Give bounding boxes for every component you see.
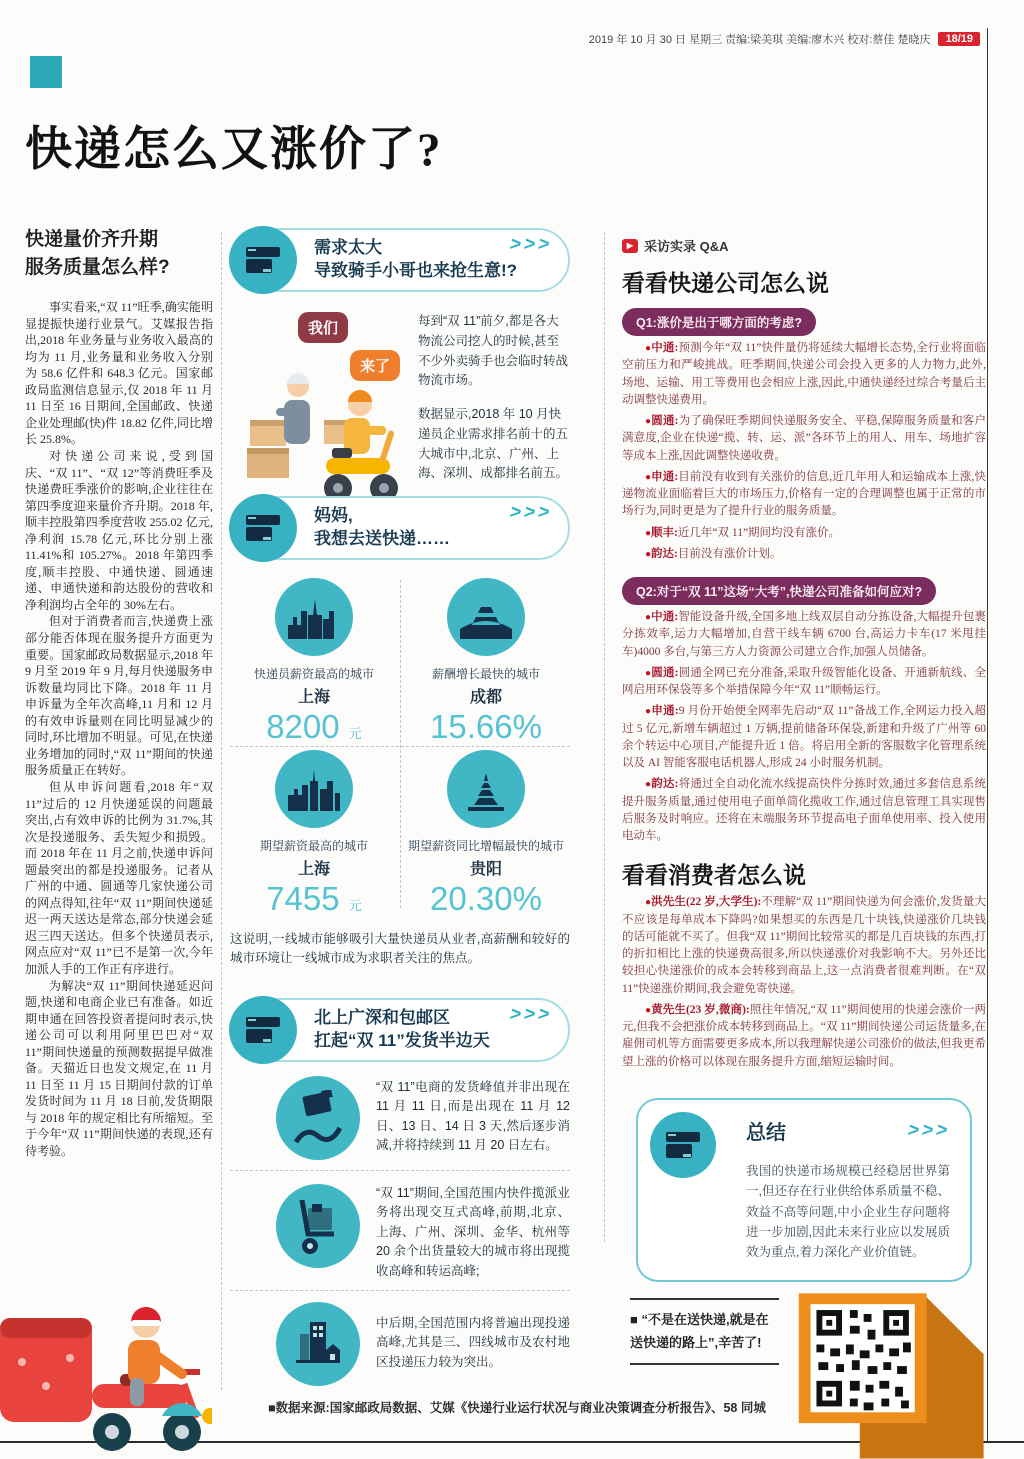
speech-bubble-we: 我们 [298, 312, 348, 343]
page-title: 快递怎么又涨价了? [25, 124, 443, 176]
stat-fastest-salary-growth-city: 薪酬增长最快的城市 成都 15.66% [402, 578, 570, 746]
bullet-icon: ● [645, 706, 652, 718]
column-divider-right [604, 232, 605, 1242]
chevrons-icon: >>> [507, 502, 555, 523]
article-paragraph: 对快递公司来说,受到国庆、“双 11”、“双 12”等消费旺季及快递费旺季涨价的影响,企业往往在第四季度迎来量价齐升期。2018 年,顺丰控股第四季度营收 255.02 亿元,净利润 15.78 亿元,环比分别上涨 11.41%和 105.27%。2018 年第四季度,顺丰控股、中通快递、圆通速递、申通快递和韵达股份的营收和净利润均占全年的 30%左右。 [25, 449, 213, 612]
items-divider [230, 1290, 570, 1291]
express-card-icon [650, 1112, 716, 1178]
article-paragraph: 但对于消费者而言,快递费上涨部分能否体现在服务提升方面更为重要。国家邮政局数据显示,2018 年 9 月至 2019 年 9 月,每月快递服务申诉数量均同比下降。2018 年 11 月申诉量为全年次高峰,11 月和 12 月的有效申诉量则在同比明显减少的同时,环比增加不明显。可见,在快递业务增加的同时,“双 11”期间的快递服务质量正在转好。 [25, 614, 213, 778]
infographic-column: 需求太大 导致骑手小哥也来抢生意!? >>> 我们 来了 每到“双 11”前夕,都是各大物流公司挖人的时候,甚至不少外卖骑手也会临时转战物流市场。 数据显示,2018 年 10 月快递员企业需求排名前十的五大城市中,北京、广州、上海、深圳、成都排名前五。 妈妈, 我想去送快递…… >>> 快递员薪资最高的城市 上海 8200 元 薪酬增长最快的城市 成都 15.66% 期望薪资最高的城市 上海 7455 元 期望薪资同比增幅最快的城市 贵阳 20.30% 这说明,一线城市能够吸引大量快递员从业者,高薪酬和较好的城市环境让一线城市成为求职者关注的焦点。 北上广深和包邮区 扛起“双 11”发货半边天 >>> “双 11”电商的发货峰值并非出现在 11 月 11 日,而是出现在 11 月 12 日、13 日、14 日 3 天,然后逐步消减,并将持续到 11 月 20 日左右。 “双 11”期间,全国范围内快件揽派业务将出现交互式高峰,前期,北京、上海、广州、深圳、金华、杭州等 20 余个出货量较大的城市将出现揽收高峰和转运高峰; 中后期,全国范围内将普遍出现投递高峰,尤其是三、四线城市及农村地区投递压力较为突出。 [230, 228, 572, 1398]
square-icon: ■ [630, 1312, 638, 1327]
city-skyline-icon [275, 578, 353, 656]
section-title: 北上广深和包邮区 扛起“双 11”发货半边天 [314, 1008, 490, 1050]
column-divider-left [221, 232, 222, 1390]
bridge-pavilion-icon [447, 578, 525, 656]
dateline [589, 31, 980, 47]
qr-block [630, 1284, 986, 1459]
bullet-icon: ● [645, 527, 652, 539]
items-divider [230, 1170, 570, 1171]
stat-highest-expected-salary-city: 期望薪资最高的城市 上海 7455 元 [230, 750, 398, 918]
answer: ●申通:9 月份开始便全网率先启动“双 11”备战工作,全网运力投入超过 5 亿元,新增车辆超过 1 万辆,提前储备环保袋,新建和升级了广州等 60 余个转运中心项目,产能提升近 1 倍。将启用全新的客服数字化管理系统以及 AI 智能客服电话机器人,形成 24 小时服务机制。 [622, 705, 986, 769]
answer: ●中通:智能设备升级,全国多地上线双层自动分拣设备,大幅提升包裹分拣效率,运力大幅增加,自营干线车辆 6700 台,高运力卡车(17 米甩挂车)4000 多台,与第三方人力资源公司建立合作,加强人员储备。 [622, 611, 986, 658]
bullet-icon: ● [645, 612, 652, 623]
hand-truck-icon [276, 1184, 360, 1268]
section-title: 妈妈, 我想去送快递…… [314, 506, 450, 548]
answer: ●中通:预测今年“双 11”快件量仍将延续大幅增长态势,全行业将面临空前压力和严峻挑战。旺季期间,快递公司会投入更多的人力物力,此外,场地、运输、用工等费用也会相应上涨,因此,中通快递经过综合考量后主动调整快递费用。 [622, 342, 987, 406]
answer: ●顺丰:近几年“双 11”期间均没有涨价。 [645, 526, 841, 539]
article-paragraph: 为解决“双 11”期间快递延迟问题,快递和电商企业已有准备。如近期申通在回答投资者提问时表示,快递公司可以利用阿里巴巴对“双 11”期间快递量的预测数据提早做准备。天猫近日也发文规定,在 11 月 11 日至 11 月 15 日期间付款的订单发货时间为 11 月 18 日前,发货期限与 2018 年的规定相比有所缩短。至于今年“双 11”期间快递的表现,还有待考验。 [25, 978, 213, 1158]
express-card-icon [229, 494, 297, 562]
buildings-icon [276, 1302, 360, 1386]
city-skyline-icon [275, 750, 353, 828]
riders-illustration [232, 298, 412, 516]
package-route-icon [276, 1076, 360, 1160]
infographic-header-shipping [230, 998, 570, 1062]
question-2-pill: Q2:对于“双 11”这场“大考”,快递公司准备如何应对? [622, 577, 936, 605]
demand-paragraph-1: 每到“双 11”前夕,都是各大物流公司挖人的时候,甚至不少外卖骑手也会临时转战物流市场。 [418, 314, 569, 388]
pagoda-icon [447, 750, 525, 828]
bullet-icon: ● [645, 471, 652, 483]
summary-box [636, 1098, 972, 1282]
question-1-pill: Q1:涨价是出于哪方面的考虑? [622, 308, 816, 336]
speech-bubble-coming: 来了 [350, 350, 400, 381]
summary-text: 我国的快递市场规模已经稳居世界第一,但还存在行业供给体系质量不稳、效益不高等问题,中小企业生存问题将进一步加剧,因此未来行业应以发展质效为重点,着力深化产业价值链。 [746, 1164, 950, 1259]
dateline-text: 2019 年 10 月 30 日 星期三 责编:梁美琪 美编:廖木兴 校对:蔡佳 楚晓庆 [588, 34, 931, 46]
right-rule [987, 28, 988, 1441]
bullet-icon: ● [645, 343, 652, 354]
demand-text [418, 312, 570, 498]
company-heading: 看看快递公司怎么说 [622, 270, 829, 296]
infographic-header-demand [230, 228, 570, 292]
stats-divider-horizontal [230, 746, 570, 747]
chevrons-icon: >>> [905, 1119, 953, 1141]
corner-logo [30, 56, 62, 88]
bullet-icon: ● [645, 779, 652, 791]
bullet-icon: ● [645, 416, 652, 427]
summary-title-row: 总结 >>> [746, 1119, 953, 1144]
article-paragraph: 事实看来,“双 11”旺季,确实能明显提振快递行业景气。艾媒报告指出,2018 年业务量与业务收入最高的均为 11 月,业务量和业务收入分别为 58.6 亿件和 648.3 亿元。国家邮政局监测信息显示,仅 2018 年 11 月 11 日至 16 日期间,全国邮政、快递企业处理邮(快)件 18.82 亿件,同比增长 25.8%。 [25, 300, 213, 447]
article-subtitle: 快递量价齐升期 服务质量怎么样? [25, 229, 170, 278]
scooter-illustration [0, 1266, 212, 1458]
chevrons-icon: >>> [507, 1004, 555, 1025]
consumer-quote: ●洪先生(22 岁,大学生):不理解“双 11”期间快递为何会涨价,发货量大不应该是每单成本下降吗?如果想买的东西是几十块钱,快递涨价几块钱的话可能就不买了。但我“双 11”期间比较常买的都是几百块钱的东西,打的折扣相比上涨的快递费高很多,所以快递涨价对我影响不大。另外还比较担心快递涨价的成本会转移到商品上,这一点消费者很难判断。在“双 11”快递涨价期间,我会避免寄快递。 [622, 896, 987, 995]
infographic-header-salary [230, 496, 570, 560]
play-icon: ▶ [622, 239, 638, 253]
stat-highest-salary-city: 快递员薪资最高的城市 上海 8200 元 [230, 578, 398, 746]
bullet-icon: ● [645, 548, 652, 560]
express-card-icon [229, 226, 297, 294]
qa-kicker: ▶ 采访实录 Q&A [622, 236, 986, 255]
answer: ●申通:目前没有收到有关涨价的信息,近几年用人和运输成本上涨,快递物流业面临着巨大的市场压力,价格有一定的合理调整也属于正常的市场行为,同时更是为了提升行业的服务质量。 [622, 470, 986, 518]
express-card-icon [229, 996, 297, 1064]
left-article-column [25, 226, 213, 1160]
caption-rule [630, 1298, 779, 1300]
section-title: 需求太大 导致骑手小哥也来抢生意!? [314, 238, 518, 280]
qa-column [622, 236, 987, 1351]
caption-rule [630, 1363, 779, 1365]
answer: ●圆通:为了确保旺季期间快递服务安全、平稳,保障服务质量和客户满意度,企业在快递“揽、转、运、派”各环节上的用人、用车、场地扩容等成本上涨,因此调整快递收费。 [622, 415, 986, 462]
article-paragraph: 但从申诉问题看,2018 年“双 11”过后的 12 月快递延误的问题最突出,占有效申诉的比例为 31.7%,其次是投递服务、丢失短少和损毁。而 2018 年在 11 月之前,快递申诉问题最突出的都是投递服务。记者从广州的中通、圆通等几家快递公司的网点得知,往年“双 11”期间快递延迟一两天送达是常态,部分快递会延迟三四天送达。但多个快递员表示,网点应对“双 11”已不是第一次,今年加派人手的工作正有序进行。 [25, 779, 213, 976]
stats-conclusion: 这说明,一线城市能够吸引大量快递员从业者,高薪酬和较好的城市环境让一线城市成为求职者关注的焦点。 [230, 932, 570, 966]
answer: ●韵达:将通过全自动化流水线提高快件分拣时效,通过多套信息系统提升服务质量,通过使用电子面单简化揽收工作,通过信息管理工具实现售后服务及时响应。还将在末端服务环节提高电子面单使用率、投入使用电动车。 [622, 778, 986, 842]
page-number-badge: 18/19 [938, 32, 980, 46]
bullet-icon: ● [645, 667, 652, 679]
answer: ●韵达:目前没有涨价计划。 [645, 547, 782, 560]
consumer-quote: ●黄先生(23 岁,微商):照往年情况,“双 11”期间使用的快递会涨价一两元,但我不会把涨价成本转移到商品上。“双 11”期间快递公司运货量多,在雇佣司机等方面需要更多成本,所以我理解快递公司涨价的做法,但我更希望上涨的价格可以体现在服务提升方面,缩短运输时间。 [622, 1003, 986, 1068]
bullet-icon: ● [645, 1004, 652, 1016]
stat-fastest-expected-growth-city: 期望薪资同比增幅最快的城市 贵阳 20.30% [402, 750, 570, 918]
bullet-icon: ● [645, 897, 652, 909]
qr-caption: ■ “不是在送快递,就是在送快递的路上”,辛苦了! [630, 1292, 779, 1459]
stats-divider-vertical [400, 580, 401, 908]
answer: ●圆通:圆通全网已充分准备,采取升级智能化设备、开通新航线、全网启用环保袋等多个举措保障今年“双 11”顺畅运行。 [622, 666, 986, 696]
qr-code [785, 1284, 986, 1459]
consumer-heading: 看看消费者怎么说 [622, 862, 806, 889]
data-source-footer: ■数据来源:国家邮政局数据、艾媒《快递行业运行状况与商业决策调查分析报告》、58 同城 [268, 1401, 766, 1415]
chevrons-icon: >>> [507, 234, 555, 255]
demand-paragraph-2: 数据显示,2018 年 10 月快递员企业需求排名前十的五大城市中,北京、广州、上海、深圳、成都排名前五。 [418, 407, 569, 481]
